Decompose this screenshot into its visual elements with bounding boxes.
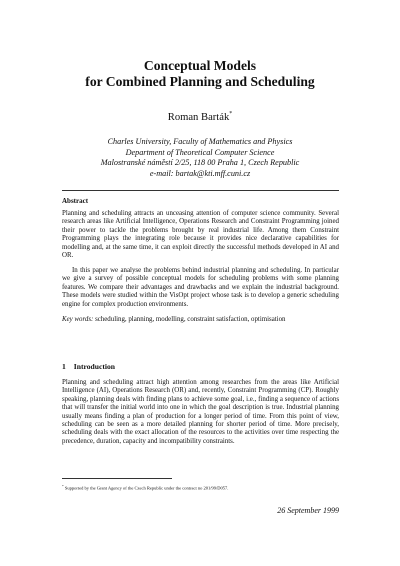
affiliation-email: e-mail: bartak@kti.mff.cuni.cz [149, 168, 251, 178]
abstract-top-rule [62, 190, 339, 191]
affiliation-block [0, 137, 400, 179]
section-title: Introduction [73, 362, 116, 371]
abstract-paragraph-2: In this paper we analyse the problems behind industrial planning and scheduling. In particular we give a survey of possible conceptual models for scheduling problems with some planning features. We compare their advantages and drawbacks and we explain the industrial background. These models were studied within the VisOpt project whose task is to develop a generic scheduling engine for complex production environments. [62, 267, 339, 308]
keywords-line [62, 316, 339, 324]
title-line-2: for Combined Planning and Scheduling [85, 74, 315, 89]
author-footnote-mark: * [229, 111, 233, 117]
footnote-mark: * [62, 484, 64, 488]
section-number: 1 [62, 362, 66, 371]
introduction-paragraph: Planning and scheduling attract high attention among researches from the areas like Artificial Intelligence (AI), Operations Research (OR) and, recently, Constraint Programming (CP). Roughly speaking, planning deals with finding plans to achieve some goal, i.e., finding a sequence of actions that will transfer the initial world into one in which the goal description is true. Industrial planning usually means finding a plan of production for a longer period of time. From this point of view, scheduling can be seen as a more detailed planning for shorter period of time. More precisely, scheduling deals with the exact allocation of the resources to the activities over time respecting the precedence, duration, capacity and incompatibility constraints. [62, 379, 339, 445]
author-name [0, 111, 400, 123]
keywords-text: scheduling, planning, modelling, constraint satisfaction, optimisation [95, 316, 286, 323]
paper-date: 26 September 1999 [277, 506, 339, 515]
affiliation-line: Department of Theoretical Computer Science [125, 147, 275, 157]
footnote [62, 483, 339, 492]
abstract-heading: Abstract [62, 197, 89, 205]
keywords-label: Key words: [62, 316, 94, 323]
paper-title [0, 58, 400, 90]
abstract-paragraph-1: Planning and scheduling attracts an unceasing attention of computer science community. Several research areas like Artificial Intelligence, Operations Research and Constraint Programming joined their power to tackle the problems brought by real industrial life. Among them Constraint Programming plays the integrating role because it provides nice declarative capabilities for modelling and, at the same time, it can exploit directly the successful methods developed in AI and OR. [62, 210, 339, 260]
title-line-1: Conceptual Models [143, 58, 257, 73]
affiliation-line: Malostranské náměstí 2/25, 118 00 Praha 1, Czech Republic [100, 158, 300, 168]
footnote-text: Supported by the Grant Agency of the Czech Republic under the contract no 201/99/D057. [64, 485, 229, 491]
footnote-rule [62, 478, 172, 479]
section-heading [62, 362, 115, 371]
affiliation-line: Charles University, Faculty of Mathematics and Physics [107, 137, 293, 146]
author-text: Roman Barták [167, 112, 230, 123]
